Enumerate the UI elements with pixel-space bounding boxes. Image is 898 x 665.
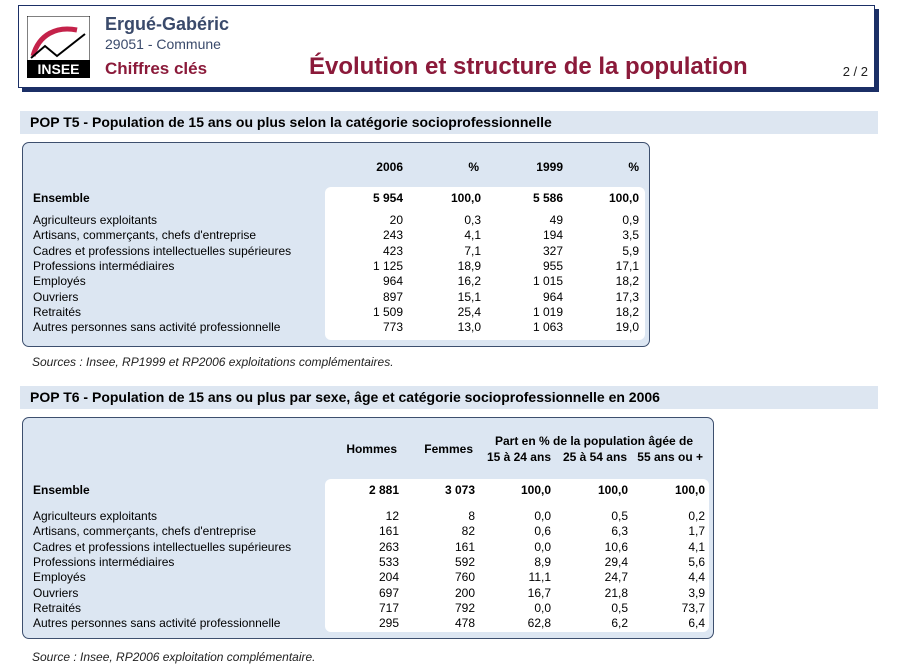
- t5-row-value: 327: [542, 243, 563, 258]
- t5-table: [22, 142, 650, 347]
- t6-row-value: 5,6: [688, 554, 705, 569]
- t5-row-label: Employés: [33, 274, 86, 289]
- t6-row-value: 717: [378, 600, 399, 615]
- t6-row-label: Ouvriers: [33, 585, 79, 600]
- t6-row-value: 295: [378, 616, 399, 631]
- t5-header-pct-2006: %: [468, 160, 479, 174]
- t6-row-value: 24,7: [604, 570, 628, 585]
- t6-row-value: 6,2: [611, 616, 628, 631]
- t6-header-55-plus: 55 ans ou +: [637, 450, 703, 464]
- t6-row-value: 760: [454, 570, 475, 585]
- t6-total-value: 3 073: [444, 483, 475, 497]
- t6-row-value: 16,7: [527, 585, 551, 600]
- t6-row-value: 12: [385, 509, 399, 523]
- t5-row-value: 964: [542, 289, 563, 304]
- t6-row-value: 8: [468, 509, 475, 523]
- t6-row-label: Artisans, commerçants, chefs d'entreprise: [33, 524, 257, 539]
- t6-row-value: 792: [454, 600, 475, 615]
- t6-total-label: Ensemble: [33, 483, 90, 497]
- t5-row-value: 13,0: [457, 320, 481, 335]
- t5-row-value: 1 019: [532, 304, 563, 319]
- t5-row-value: 17,1: [615, 258, 639, 273]
- t5-row-value: 1 509: [372, 304, 403, 319]
- t6-row-value: 0,6: [534, 524, 551, 539]
- page-number: 2 / 2: [842, 64, 868, 79]
- t6-header-25-54: 25 à 54 ans: [562, 450, 627, 464]
- t5-row-label: Cadres et professions intellectuelles supérieures: [33, 243, 292, 258]
- t6-header-15-24: 15 à 24 ans: [486, 450, 551, 464]
- subtitle: Chiffres clés: [105, 59, 208, 78]
- t6-row-value: 62,8: [527, 616, 551, 631]
- svg-text:INSEE: INSEE: [37, 61, 80, 77]
- t6-source: Source : Insee, RP2006 exploitation complémentaire.: [32, 650, 316, 664]
- t5-header-2006: 2006: [376, 160, 403, 174]
- t6-table: [22, 417, 714, 639]
- t5-row-label: Autres personnes sans activité professionnelle: [33, 320, 281, 335]
- t6-row-value: 6,4: [688, 616, 705, 631]
- t5-source: Sources : Insee, RP1999 et RP2006 exploitations complémentaires.: [32, 355, 394, 369]
- t5-total-value: 100,0: [608, 191, 639, 205]
- t5-total-value: 5 586: [532, 191, 563, 205]
- t5-row-label: Ouvriers: [33, 289, 79, 304]
- t6-row-value: 0,2: [688, 509, 705, 523]
- t6-total-value: 2 881: [368, 483, 399, 497]
- t6-row-label: Professions intermédiaires: [33, 554, 175, 569]
- t6-row-value: 0,5: [611, 600, 628, 615]
- commune-code: 29051 - Commune: [105, 36, 221, 52]
- t6-total-value: 100,0: [520, 483, 551, 497]
- t6-row-label: Cadres et professions intellectuelles supérieures: [33, 539, 292, 554]
- t6-row-value: 200: [454, 585, 475, 600]
- t6-row-value: 0,5: [611, 509, 628, 523]
- t6-row-value: 0,0: [534, 539, 551, 554]
- t5-row-label: Artisans, commerçants, chefs d'entreprise: [33, 228, 257, 243]
- t5-row-value: 25,4: [457, 304, 481, 319]
- t5-row-label: Agriculteurs exploitants: [33, 213, 158, 227]
- t5-row-value: 1 125: [372, 258, 403, 273]
- t6-row-label: Employés: [33, 570, 86, 585]
- t6-row-label: Agriculteurs exploitants: [33, 509, 158, 523]
- t5-row-value: 18,2: [615, 274, 639, 289]
- t6-total-value: 100,0: [597, 483, 628, 497]
- t5-row-value: 5,9: [622, 243, 639, 258]
- t5-row-value: 194: [542, 228, 563, 243]
- t6-row-value: 697: [378, 585, 399, 600]
- t6-row-value: 592: [454, 554, 475, 569]
- t6-row-value: 11,1: [528, 570, 551, 585]
- t6-row-value: 0,0: [534, 600, 551, 615]
- t5-total-value: 100,0: [450, 191, 481, 205]
- t6-row-value: 6,3: [611, 524, 628, 539]
- t5-row-value: 18,9: [457, 258, 481, 273]
- t5-row-value: 955: [542, 258, 563, 273]
- t6-row-value: 4,1: [688, 539, 705, 554]
- t6-total-value: 100,0: [674, 483, 705, 497]
- t5-row-value: 18,2: [615, 304, 639, 319]
- t5-row-value: 19,0: [615, 320, 639, 335]
- t6-row-value: 478: [454, 616, 475, 631]
- t6-row-value: 0,0: [534, 509, 551, 523]
- insee-logo: [27, 16, 90, 78]
- commune-name: Ergué-Gabéric: [105, 14, 230, 34]
- t6-row-value: 21,8: [604, 585, 628, 600]
- t5-row-value: 15,1: [457, 289, 481, 304]
- t5-header-1999: 1999: [536, 160, 563, 174]
- t6-section-title: POP T6 - Population de 15 ans ou plus par sexe, âge et catégorie socioprofessionnelle en 2006: [20, 386, 878, 409]
- t5-row-value: 16,2: [457, 274, 481, 289]
- t5-row-label: Professions intermédiaires: [33, 258, 175, 273]
- t6-row-value: 161: [454, 539, 475, 554]
- t5-row-value: 4,1: [464, 228, 481, 243]
- t6-row-value: 533: [378, 554, 399, 569]
- t5-row-value: 17,3: [615, 289, 639, 304]
- page-header: [18, 5, 875, 88]
- t5-row-value: 3,5: [622, 228, 639, 243]
- t6-row-value: 4,4: [688, 570, 705, 585]
- t5-row-value: 773: [382, 320, 403, 335]
- t6-row-value: 10,6: [604, 539, 628, 554]
- t6-row-value: 29,4: [604, 554, 628, 569]
- t5-section-title: POP T5 - Population de 15 ans ou plus selon la catégorie socioprofessionnelle: [20, 111, 878, 134]
- t6-row-value: 1,7: [688, 524, 705, 539]
- t6-row-value: 263: [378, 539, 399, 554]
- t6-row-value: 161: [378, 524, 399, 539]
- t5-row-value: 49: [549, 213, 563, 227]
- t5-row-value: 964: [382, 274, 403, 289]
- t6-row-value: 8,9: [534, 554, 551, 569]
- t5-row-value: 1 063: [532, 320, 563, 335]
- t5-row-value: 20: [389, 213, 403, 227]
- t6-row-value: 82: [461, 524, 475, 539]
- t6-row-label: Retraités: [33, 600, 82, 615]
- t5-row-label: Retraités: [33, 304, 82, 319]
- t6-header-femmes: Femmes: [424, 442, 473, 456]
- t5-row-value: 7,1: [464, 243, 481, 258]
- t5-row-value: 0,9: [622, 213, 639, 227]
- t5-header-pct-1999: %: [628, 160, 639, 174]
- t5-row-value: 897: [382, 289, 403, 304]
- page-title: Évolution et structure de la population: [309, 53, 748, 80]
- t6-row-value: 3,9: [688, 585, 705, 600]
- t5-total-label: Ensemble: [33, 191, 90, 205]
- t6-part-header: Part en % de la population âgée de: [494, 434, 694, 448]
- t6-header-hommes: Hommes: [346, 442, 397, 456]
- t5-row-value: 1 015: [532, 274, 563, 289]
- t6-row-value: 204: [378, 570, 399, 585]
- t5-row-value: 0,3: [464, 213, 481, 227]
- t6-row-label: Autres personnes sans activité professionnelle: [33, 616, 281, 631]
- t5-row-value: 423: [382, 243, 403, 258]
- t5-row-value: 243: [382, 228, 403, 243]
- t6-row-value: 73,7: [681, 600, 705, 615]
- t5-total-value: 5 954: [372, 191, 403, 205]
